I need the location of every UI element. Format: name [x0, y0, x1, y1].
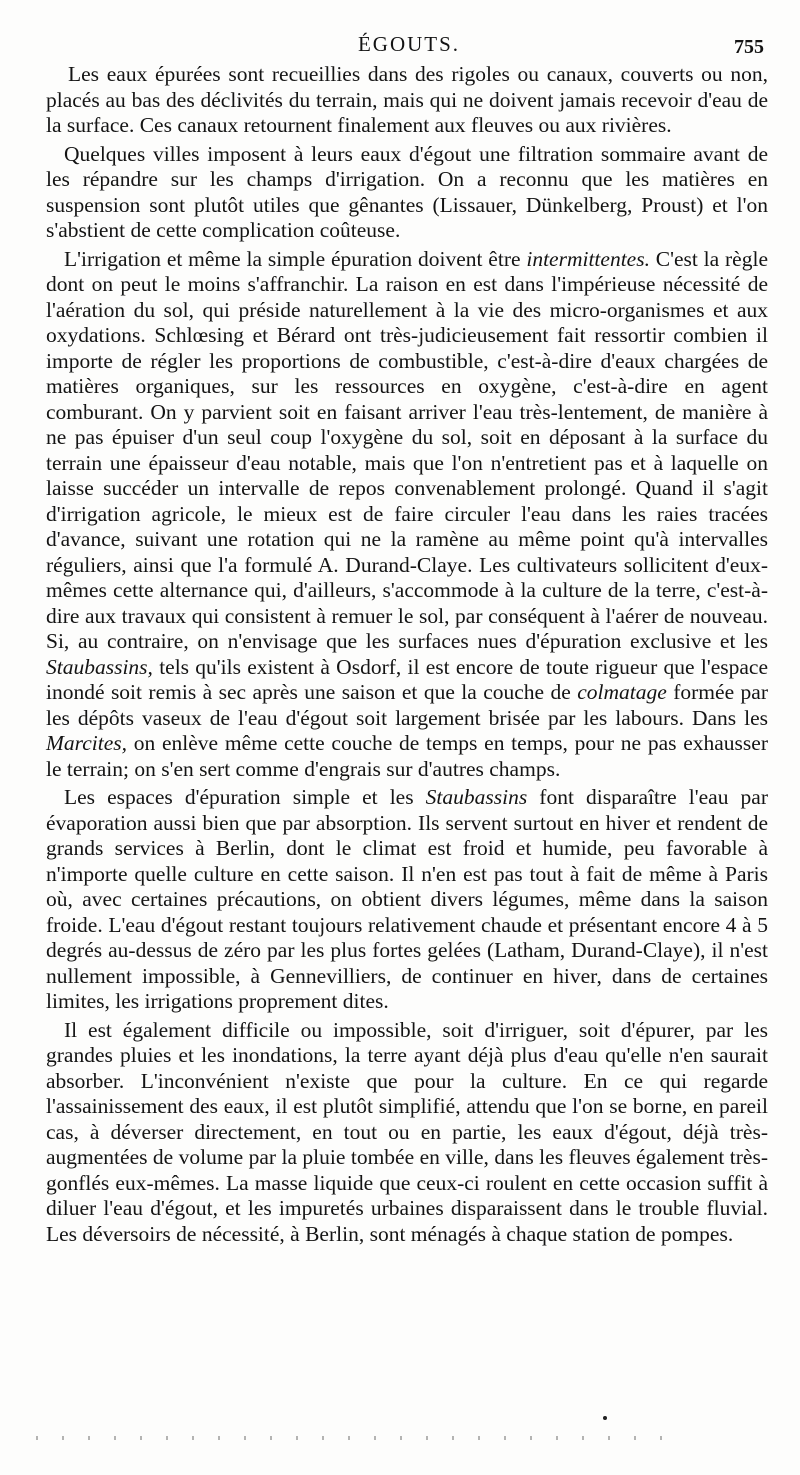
- text-run: Les eaux épurées sont recueillies dans des rigoles ou canaux, couverts ou non, placés au bas des déclivités du terrain, mais qui ne doivent jamais recevoir d'eau de la surface. Ces canaux retournent finalement aux fleuves ou aux rivières.: [46, 62, 768, 137]
- paragraph-2: [46, 142, 768, 244]
- italic-term: Staubassins,: [46, 654, 153, 679]
- body-text: [46, 62, 768, 1250]
- italic-term: intermittentes.: [526, 246, 650, 271]
- text-run: tels qu'ils existent à Osdorf, il est encore de toute rigueur que l'espace inondé soit remis à sec après une saison et que la couche de: [46, 654, 768, 704]
- text-run: C'est la règle dont on peut le moins s'affranchir. La raison en est dans l'impérieuse nécessité de l'aération du sol, qui préside naturellement à la vie des micro-organismes et aux oxydations. Schlœsing et Bérard ont très-judicieusement fait ressortir combien il importe de régler les proportions de combustible, c'est-à-dire d'eaux chargées de matières organiques, sur les ressources en oxygène, c'est-à-dire en agent comburant. On y parvient soit en faisant arriver l'eau très-lentement, de manière à ne pas épuiser d'un seul coup l'oxygène du sol, soit en déposant à la surface du terrain une épaisseur d'eau notable, mais que l'on n'entretient pas et à laquelle on laisse succéder un intervalle de repos convenablement prolongé. Quand il s'agit d'irrigation agricole, le mieux est de faire circuler l'eau dans les raies tracées d'avance, suivant une rotation qui ne la ramène au même point qu'à intervalles réguliers, ainsi que l'a formulé A. Durand-Claye. Les cultivateurs sollicitent d'eux-mêmes cette alternance qui, d'ailleurs, s'accommode à la culture de la terre, c'est-à-dire aux travaux qui consistent à remuer le sol, par conséquent à l'aérer de nouveau. Si, au contraire, on n'envisage que les surfaces nues d'épuration exclusive et les: [46, 246, 768, 653]
- print-speck: [603, 1416, 607, 1420]
- paragraph-3: [46, 247, 768, 783]
- text-run: Il est également difficile ou impossible, soit d'irriguer, soit d'épurer, par les grandes pluies et les inondations, la terre ayant déjà plus d'eau qu'elle n'en saurait absorber. L'inconvénient n'existe que pour la culture. En ce qui regarde l'assainissement des eaux, il est plutôt simplifié, attendu que l'on se borne, en pareil cas, à déverser directement, en tout ou en partie, les eaux d'égout, déjà très-augmentées de volume par la pluie tombée en ville, dans les fleuves également très-gonflés eux-mêmes. La masse liquide que ceux-ci roulent en cette occasion suffit à diluer l'eau d'égout, et les impuretés urbaines disparaissent dans le trouble fluvial. Les déversoirs de nécessité, à Berlin, sont ménagés à chaque station de pompes.: [46, 1017, 768, 1246]
- scan-noise: [36, 1436, 676, 1440]
- italic-term: Marcites,: [46, 731, 128, 755]
- text-run: L'irrigation et même la simple épuration doivent être: [64, 246, 527, 271]
- paragraph-5: [46, 1018, 768, 1248]
- paragraph-4: [46, 785, 768, 1015]
- text-run: font disparaître l'eau par évaporation aussi bien que par absorption. Ils servent surtout en hiver et rendent de grands services à Berlin, dont le climat est froid et humide, peu favorable à n'importe quelle culture en cette saison. Il n'en est pas tout à fait de même à Paris où, avec certaines précautions, on obtient divers légumes, même dans la saison froide. L'eau d'égout restant toujours relativement chaude et présentant encore 4 à 5 degrés au-dessus de zéro par les plus fortes gelées (Latham, Durand-Claye), il n'est nullement impossible, à Gennevilliers, de continuer en hiver, dans de certaines limites, les irrigations proprement dites.: [46, 785, 768, 1013]
- paragraph-1: [46, 62, 768, 139]
- text-run: Quelques villes imposent à leurs eaux d'égout une filtration sommaire avant de les répandre sur les champs d'irrigation. On a reconnu que les matières en suspension sont plutôt utiles que gênantes (Lissauer, Dünkelberg, Proust) et l'on s'abstient de cette complication coûteuse.: [46, 141, 768, 242]
- italic-term: Staubassins: [425, 785, 528, 809]
- page-header: [50, 28, 768, 62]
- italic-term: colmatage: [577, 680, 667, 704]
- page-number: 755: [734, 36, 764, 58]
- text-run: on enlève même cette couche de temps en temps, pour ne pas exhausser le terrain; on s'en sert comme d'engrais sur d'autres champs.: [46, 731, 768, 781]
- text-run: formée par les dépôts vaseux de l'eau d'égout soit largement brisée par les labours. Dans les: [46, 680, 768, 730]
- running-head: ÉGOUTS.: [357, 32, 461, 56]
- text-run: Les espaces d'épuration simple et les: [64, 785, 426, 809]
